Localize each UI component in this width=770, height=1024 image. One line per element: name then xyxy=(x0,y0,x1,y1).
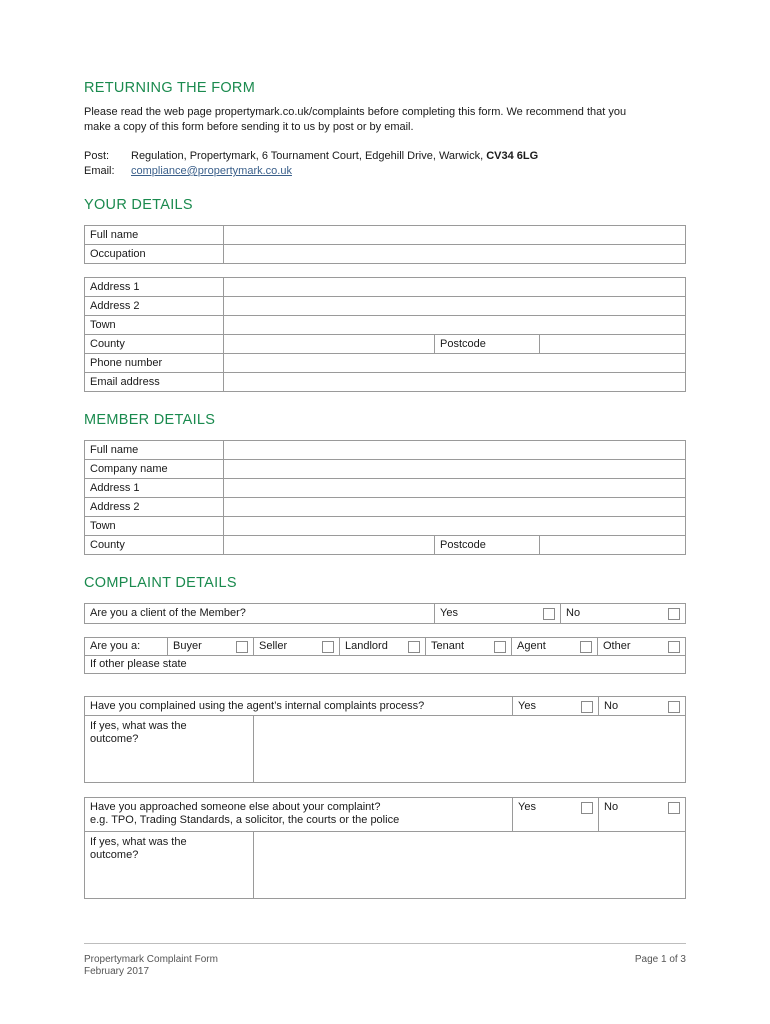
client-yes-label: Yes xyxy=(440,607,458,619)
your-occupation-label: Occupation xyxy=(85,245,224,264)
approached-no-option[interactable] xyxy=(599,798,686,832)
agent-label: Agent xyxy=(517,640,546,652)
approached-yes-label: Yes xyxy=(518,801,536,813)
your-full-name-field[interactable] xyxy=(224,226,686,245)
approached-question-line-2: e.g. TPO, Trading Standards, a solicitor, the courts or the police xyxy=(90,814,400,826)
returning-instructions xyxy=(84,105,694,135)
member-address2-field[interactable] xyxy=(224,498,686,517)
approached-outcome-label xyxy=(85,832,254,899)
internal-outcome-label xyxy=(85,716,254,783)
member-address1-label: Address 1 xyxy=(85,479,224,498)
your-phone-label: Phone number xyxy=(85,354,224,373)
member-company-field[interactable] xyxy=(224,460,686,479)
role-landlord[interactable] xyxy=(340,638,426,656)
internal-complaints-table xyxy=(84,696,686,783)
buyer-label: Buyer xyxy=(173,640,202,652)
your-details-heading: YOUR DETAILS xyxy=(84,197,193,213)
your-county-field[interactable] xyxy=(224,335,435,354)
approached-outcome-field[interactable] xyxy=(254,832,686,899)
internal-yes-checkbox[interactable] xyxy=(581,701,593,713)
approached-yes-option[interactable] xyxy=(513,798,599,832)
role-agent[interactable] xyxy=(512,638,598,656)
internal-outcome-label-line-2: outcome? xyxy=(90,733,139,745)
client-no-checkbox[interactable] xyxy=(668,608,680,620)
post-address: Regulation, Propertymark, 6 Tournament Court, Edgehill Drive, Warwick, xyxy=(131,150,487,162)
member-county-field[interactable] xyxy=(224,536,435,555)
footer-form-name: Propertymark Complaint Form xyxy=(84,954,218,965)
tenant-checkbox[interactable] xyxy=(494,641,506,653)
email-line xyxy=(84,164,292,179)
approached-no-label: No xyxy=(604,801,619,813)
footer-left xyxy=(84,954,218,978)
seller-label: Seller xyxy=(259,640,288,652)
internal-no-option[interactable] xyxy=(599,697,686,716)
internal-yes-option[interactable] xyxy=(513,697,599,716)
approached-yes-checkbox[interactable] xyxy=(581,802,593,814)
approached-question xyxy=(85,798,513,832)
complaint-details-heading: COMPLAINT DETAILS xyxy=(84,575,237,591)
member-company-label: Company name xyxy=(85,460,224,479)
instructions-line-1: Please read the web page propertymark.co.uk/complaints before completing this form. We recommend that you xyxy=(84,106,627,118)
your-address1-label: Address 1 xyxy=(85,278,224,297)
internal-no-label: No xyxy=(604,699,619,712)
member-details-heading: MEMBER DETAILS xyxy=(84,412,216,428)
your-town-label: Town xyxy=(85,316,224,335)
role-seller[interactable] xyxy=(254,638,340,656)
approached-question-line-1: Have you approached someone else about your complaint? xyxy=(90,801,381,813)
your-address1-field[interactable] xyxy=(224,278,686,297)
post-line xyxy=(84,149,538,164)
landlord-label: Landlord xyxy=(345,640,388,652)
client-yes-checkbox[interactable] xyxy=(543,608,555,620)
your-full-name-label: Full name xyxy=(85,226,224,245)
member-postcode-label: Postcode xyxy=(435,536,540,555)
member-address1-field[interactable] xyxy=(224,479,686,498)
landlord-checkbox[interactable] xyxy=(408,641,420,653)
footer-divider xyxy=(84,943,686,944)
member-town-field[interactable] xyxy=(224,517,686,536)
your-email-label: Email address xyxy=(85,373,224,392)
client-yes-option[interactable] xyxy=(435,604,561,624)
member-county-label: County xyxy=(85,536,224,555)
other-label: Other xyxy=(603,640,631,652)
seller-checkbox[interactable] xyxy=(322,641,334,653)
your-occupation-field[interactable] xyxy=(224,245,686,264)
approached-no-checkbox[interactable] xyxy=(668,802,680,814)
internal-complaints-question: Have you complained using the agent’s internal complaints process? xyxy=(85,697,513,716)
your-email-field[interactable] xyxy=(224,373,686,392)
post-label: Post: xyxy=(84,150,110,162)
member-postcode-field[interactable] xyxy=(540,536,686,555)
your-address2-label: Address 2 xyxy=(85,297,224,316)
instructions-line-2: make a copy of this form before sending it to us by post or by email. xyxy=(84,121,414,133)
tenant-label: Tenant xyxy=(431,640,465,652)
client-question-table xyxy=(84,603,686,624)
client-no-label: No xyxy=(566,607,581,619)
member-town-label: Town xyxy=(85,517,224,536)
your-details-address-table xyxy=(84,277,686,392)
internal-outcome-label-line-1: If yes, what was the xyxy=(90,720,187,732)
compliance-email-link[interactable]: compliance@propertymark.co.uk xyxy=(131,165,292,177)
agent-checkbox[interactable] xyxy=(580,641,592,653)
your-town-field[interactable] xyxy=(224,316,686,335)
approached-table xyxy=(84,797,686,899)
your-county-label: County xyxy=(85,335,224,354)
internal-yes-label: Yes xyxy=(518,699,536,712)
your-phone-field[interactable] xyxy=(224,354,686,373)
are-you-label: Are you a: xyxy=(85,638,168,656)
footer-page-number: Page 1 of 3 xyxy=(634,954,686,965)
internal-outcome-field[interactable] xyxy=(254,716,686,783)
member-full-name-field[interactable] xyxy=(224,441,686,460)
your-address2-field[interactable] xyxy=(224,297,686,316)
member-address2-label: Address 2 xyxy=(85,498,224,517)
member-full-name-label: Full name xyxy=(85,441,224,460)
returning-heading: RETURNING THE FORM xyxy=(84,80,256,96)
footer-date: February 2017 xyxy=(84,966,150,977)
your-details-name-table xyxy=(84,225,686,264)
other-please-state-label: If other please state xyxy=(90,658,187,670)
role-table xyxy=(84,637,686,674)
role-tenant[interactable] xyxy=(426,638,512,656)
other-checkbox[interactable] xyxy=(668,641,680,653)
post-postcode: CV34 6LG xyxy=(486,150,539,162)
buyer-checkbox[interactable] xyxy=(236,641,248,653)
client-no-option[interactable] xyxy=(561,604,686,624)
email-label: Email: xyxy=(84,165,115,177)
approached-outcome-label-line-1: If yes, what was the xyxy=(90,836,187,848)
other-please-state-field[interactable] xyxy=(85,656,686,674)
your-postcode-field[interactable] xyxy=(540,335,686,354)
approached-outcome-label-line-2: outcome? xyxy=(90,849,139,861)
internal-no-checkbox[interactable] xyxy=(668,701,680,713)
your-postcode-label: Postcode xyxy=(435,335,540,354)
member-details-table xyxy=(84,440,686,555)
role-other[interactable] xyxy=(598,638,686,656)
role-buyer[interactable] xyxy=(168,638,254,656)
client-question-label: Are you a client of the Member? xyxy=(85,604,435,624)
